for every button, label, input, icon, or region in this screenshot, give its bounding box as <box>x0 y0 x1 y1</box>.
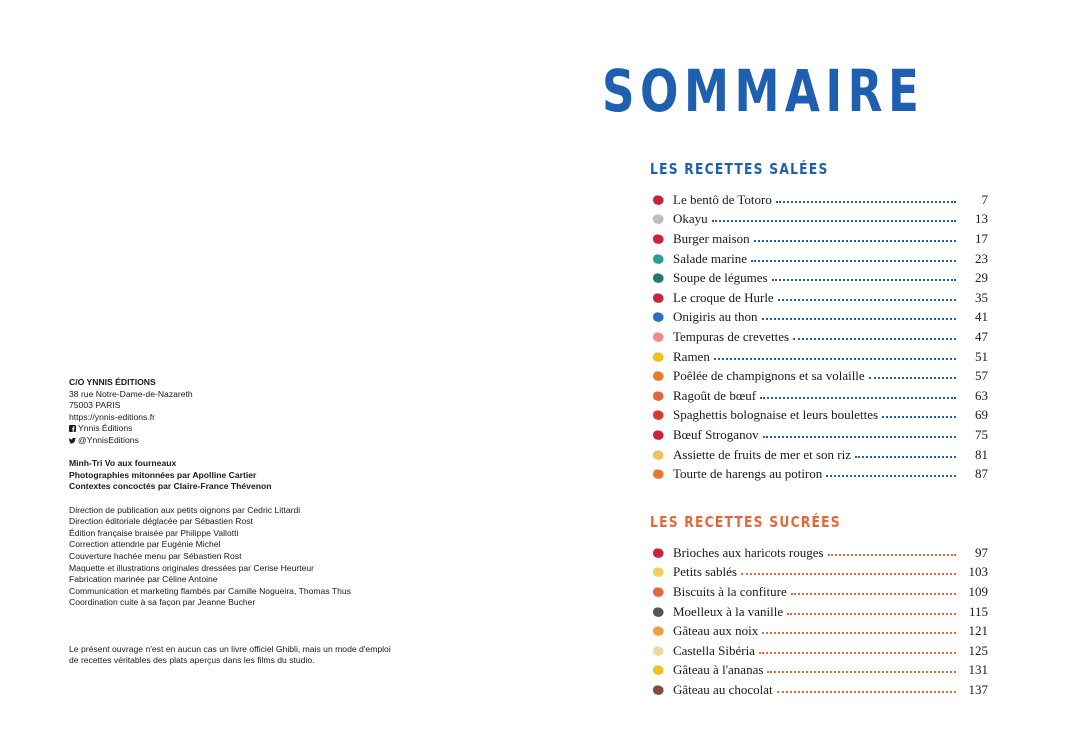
credit-line: Photographies mitonnées par Apolline Cartier <box>69 469 257 480</box>
dot-leader <box>776 201 956 203</box>
toc-entry-title: Biscuits à la confiture <box>673 583 787 599</box>
toc-entry[interactable] <box>650 563 988 583</box>
publisher-address-line1: 38 rue Notre-Dame-de-Nazareth <box>69 388 193 399</box>
toc-entry[interactable] <box>650 425 988 445</box>
publisher-address-line2: 75003 PARIS <box>69 400 121 411</box>
section-heading-sweet: LES RECETTES SUCRÉES <box>650 513 841 531</box>
toc-entry[interactable] <box>650 210 988 230</box>
toc-entry-page: 23 <box>975 250 988 266</box>
toc-entry-page: 115 <box>968 603 988 619</box>
credit-line: Correction attendrie par Eugénie Michel <box>69 539 221 550</box>
main-credits <box>69 458 469 493</box>
toc-entry[interactable] <box>650 249 988 269</box>
toc-entry-title: Soupe de légumes <box>673 270 768 286</box>
toc-entry-page: 69 <box>975 407 988 423</box>
dot-leader <box>762 632 956 634</box>
sweet-recipes-list <box>650 543 988 700</box>
credit-line: Direction de publication aux petits oignons par Cedric Littardi <box>69 504 301 515</box>
seaweed-salad-icon <box>650 252 666 266</box>
twitter-handle: @YnnisEditions <box>78 434 139 445</box>
toc-entry-title: Okayu <box>673 211 708 227</box>
toc-entry-title: Assiette de fruits de mer et son riz <box>673 446 851 462</box>
toc-entry-page: 47 <box>975 328 988 344</box>
toc-entry-title: Salade marine <box>673 250 747 266</box>
credit-line: Édition française braisée par Philippe Vallotti <box>69 527 239 538</box>
twitter-icon <box>69 437 76 444</box>
toc-entry[interactable] <box>650 366 988 386</box>
credit-line: Contextes concoctés par Claire-France Thévenon <box>69 481 272 492</box>
toc-entry-title: Moelleux à la vanille <box>673 603 784 619</box>
pineapple-cake-icon <box>650 663 666 677</box>
toc-entry[interactable] <box>650 386 988 406</box>
toc-entry-page: 13 <box>975 211 988 227</box>
toc-entry[interactable] <box>650 406 988 426</box>
toc-entry-page: 125 <box>968 642 988 658</box>
dot-leader <box>760 397 956 399</box>
dot-leader <box>754 240 956 242</box>
red-bean-bun-icon <box>650 546 666 560</box>
publisher-facebook <box>69 423 469 435</box>
toc-entry[interactable] <box>650 229 988 249</box>
dot-leader <box>772 279 956 281</box>
croque-icon <box>650 291 666 305</box>
credit-line: Couverture hachée menu par Sébastien Rost <box>69 550 242 561</box>
toc-entry-title: Poêlée de champignons et sa volaille <box>673 368 865 384</box>
disclaimer <box>69 644 469 667</box>
toc-entry[interactable] <box>650 621 988 641</box>
toc-entry-page: 29 <box>975 270 988 286</box>
savory-recipes-list <box>650 190 988 484</box>
vegetable-soup-icon <box>650 271 666 285</box>
facebook-handle: Ynnis Éditions <box>78 423 133 434</box>
dot-leader <box>869 377 956 379</box>
toc-entry-title: Gâteau aux noix <box>673 623 759 639</box>
dot-leader <box>855 456 956 458</box>
toc-entry[interactable] <box>650 268 988 288</box>
toc-entry-page: 75 <box>975 426 988 442</box>
castella-icon <box>650 644 666 658</box>
toc-entry[interactable] <box>650 445 988 465</box>
dot-leader <box>763 436 956 438</box>
toc-entry[interactable] <box>650 602 988 622</box>
dot-leader <box>826 475 956 477</box>
toc-entry-page: 7 <box>981 191 988 207</box>
credit-line: Coordination cuite à sa façon par Jeanne Bucher <box>69 597 256 608</box>
publisher-website: https://ynnis-editions.fr <box>69 411 155 422</box>
toc-entry[interactable] <box>650 288 988 308</box>
toc-entry-page: 131 <box>968 662 988 678</box>
toc-entry-page: 109 <box>968 583 988 599</box>
toc-entry[interactable] <box>650 582 988 602</box>
credit-line: Direction éditoriale déglacée par Sébastien Rost <box>69 516 253 527</box>
toc-entry-page: 35 <box>975 289 988 305</box>
toc-entry-page: 63 <box>975 387 988 403</box>
toc-entry-title: Tourte de harengs au potiron <box>673 466 823 482</box>
toc-entry-title: Ragoût de bœuf <box>673 387 757 403</box>
toc-entry[interactable] <box>650 543 988 563</box>
credit-line: Maquette et illustrations originales dressées par Cerise Heurteur <box>69 562 315 573</box>
beef-stroganov-icon <box>650 428 666 442</box>
toc-entry-title: Spaghettis bolognaise et leurs boulettes <box>673 407 879 423</box>
facebook-icon <box>69 425 76 432</box>
chocolate-cake-icon <box>650 683 666 697</box>
dot-leader <box>791 593 956 595</box>
toc-entry[interactable] <box>650 464 988 484</box>
mushroom-chicken-icon <box>650 369 666 383</box>
toc-entry-page: 87 <box>975 466 988 482</box>
credit-line: Minh-Tri Vo aux fourneaux <box>69 458 177 469</box>
toc-entry[interactable] <box>650 308 988 328</box>
toc-entry-title: Petits sablés <box>673 564 737 580</box>
shrimp-tempura-icon <box>650 330 666 344</box>
dot-leader <box>767 671 956 673</box>
disclaimer-line: Le présent ouvrage n'est en aucun cas un livre officiel Ghibli, mais un mode d'emploi <box>69 643 391 654</box>
toc-entry-page: 41 <box>975 309 988 325</box>
staff-credits <box>69 505 469 609</box>
toc-entry[interactable] <box>650 680 988 700</box>
onigiri-icon <box>650 310 666 324</box>
spaghetti-meatballs-icon <box>650 408 666 422</box>
publisher-twitter <box>69 435 469 447</box>
seafood-plate-icon <box>650 448 666 462</box>
toc-entry[interactable] <box>650 641 988 661</box>
toc-entry-title: Burger maison <box>673 230 750 246</box>
toc-entry[interactable] <box>650 661 988 681</box>
vanilla-cake-icon <box>650 605 666 619</box>
walnut-cake-icon <box>650 624 666 638</box>
dot-leader <box>787 613 956 615</box>
rice-porridge-icon <box>650 212 666 226</box>
bento-icon <box>650 193 666 207</box>
toc-entry-page: 121 <box>968 623 988 639</box>
dot-leader <box>712 220 956 222</box>
credit-line: Fabrication marinée par Céline Antoine <box>69 574 218 585</box>
dot-leader <box>759 652 956 654</box>
dot-leader <box>762 318 957 320</box>
toc-entry-page: 137 <box>968 681 988 697</box>
publisher-block <box>69 377 469 447</box>
dot-leader <box>778 299 956 301</box>
toc-entry-page: 81 <box>975 446 988 462</box>
jam-biscuit-icon <box>650 585 666 599</box>
publisher-name: C/O YNNIS ÉDITIONS <box>69 377 156 387</box>
toc-entry-page: 57 <box>975 368 988 384</box>
toc-entry-title: Le croque de Hurle <box>673 289 774 305</box>
toc-entry-page: 17 <box>975 230 988 246</box>
toc-entry-title: Ramen <box>673 348 710 364</box>
colophon <box>69 377 469 667</box>
ramen-icon <box>650 350 666 364</box>
herring-pie-icon <box>650 467 666 481</box>
dot-leader <box>714 358 956 360</box>
toc-entry-page: 51 <box>975 348 988 364</box>
toc-entry[interactable] <box>650 327 988 347</box>
section-heading-savory: LES RECETTES SALÉES <box>650 160 829 178</box>
shortbread-icon <box>650 565 666 579</box>
credit-line: Communication et marketing flambés par Camille Nogueira, Thomas Thus <box>69 585 351 596</box>
beef-stew-icon <box>650 389 666 403</box>
toc-entry-title: Tempuras de crevettes <box>673 328 790 344</box>
toc-entry-page: 103 <box>968 564 988 580</box>
toc-entry-title: Onigiris au thon <box>673 309 758 325</box>
toc-entry[interactable] <box>650 347 988 367</box>
toc-entry[interactable] <box>650 190 988 210</box>
toc-entry-title: Gâteau au chocolat <box>673 681 773 697</box>
dot-leader <box>882 416 956 418</box>
dot-leader <box>741 573 956 575</box>
toc-entry-title: Le bentô de Totoro <box>673 191 772 207</box>
toc-entry-title: Brioches aux haricots rouges <box>673 544 824 560</box>
dot-leader <box>793 338 956 340</box>
disclaimer-line: de recettes véritables des plats aperçus dans les films du studio. <box>69 655 315 666</box>
dot-leader <box>828 554 956 556</box>
dot-leader <box>751 260 956 262</box>
burger-icon <box>650 232 666 246</box>
toc-entry-title: Gâteau à l'ananas <box>673 662 764 678</box>
page-title: SOMMAIRE <box>602 57 925 125</box>
dot-leader <box>777 691 956 693</box>
toc-entry-title: Bœuf Stroganov <box>673 426 759 442</box>
toc-entry-page: 97 <box>975 544 988 560</box>
toc-entry-title: Castella Sibéria <box>673 642 755 658</box>
